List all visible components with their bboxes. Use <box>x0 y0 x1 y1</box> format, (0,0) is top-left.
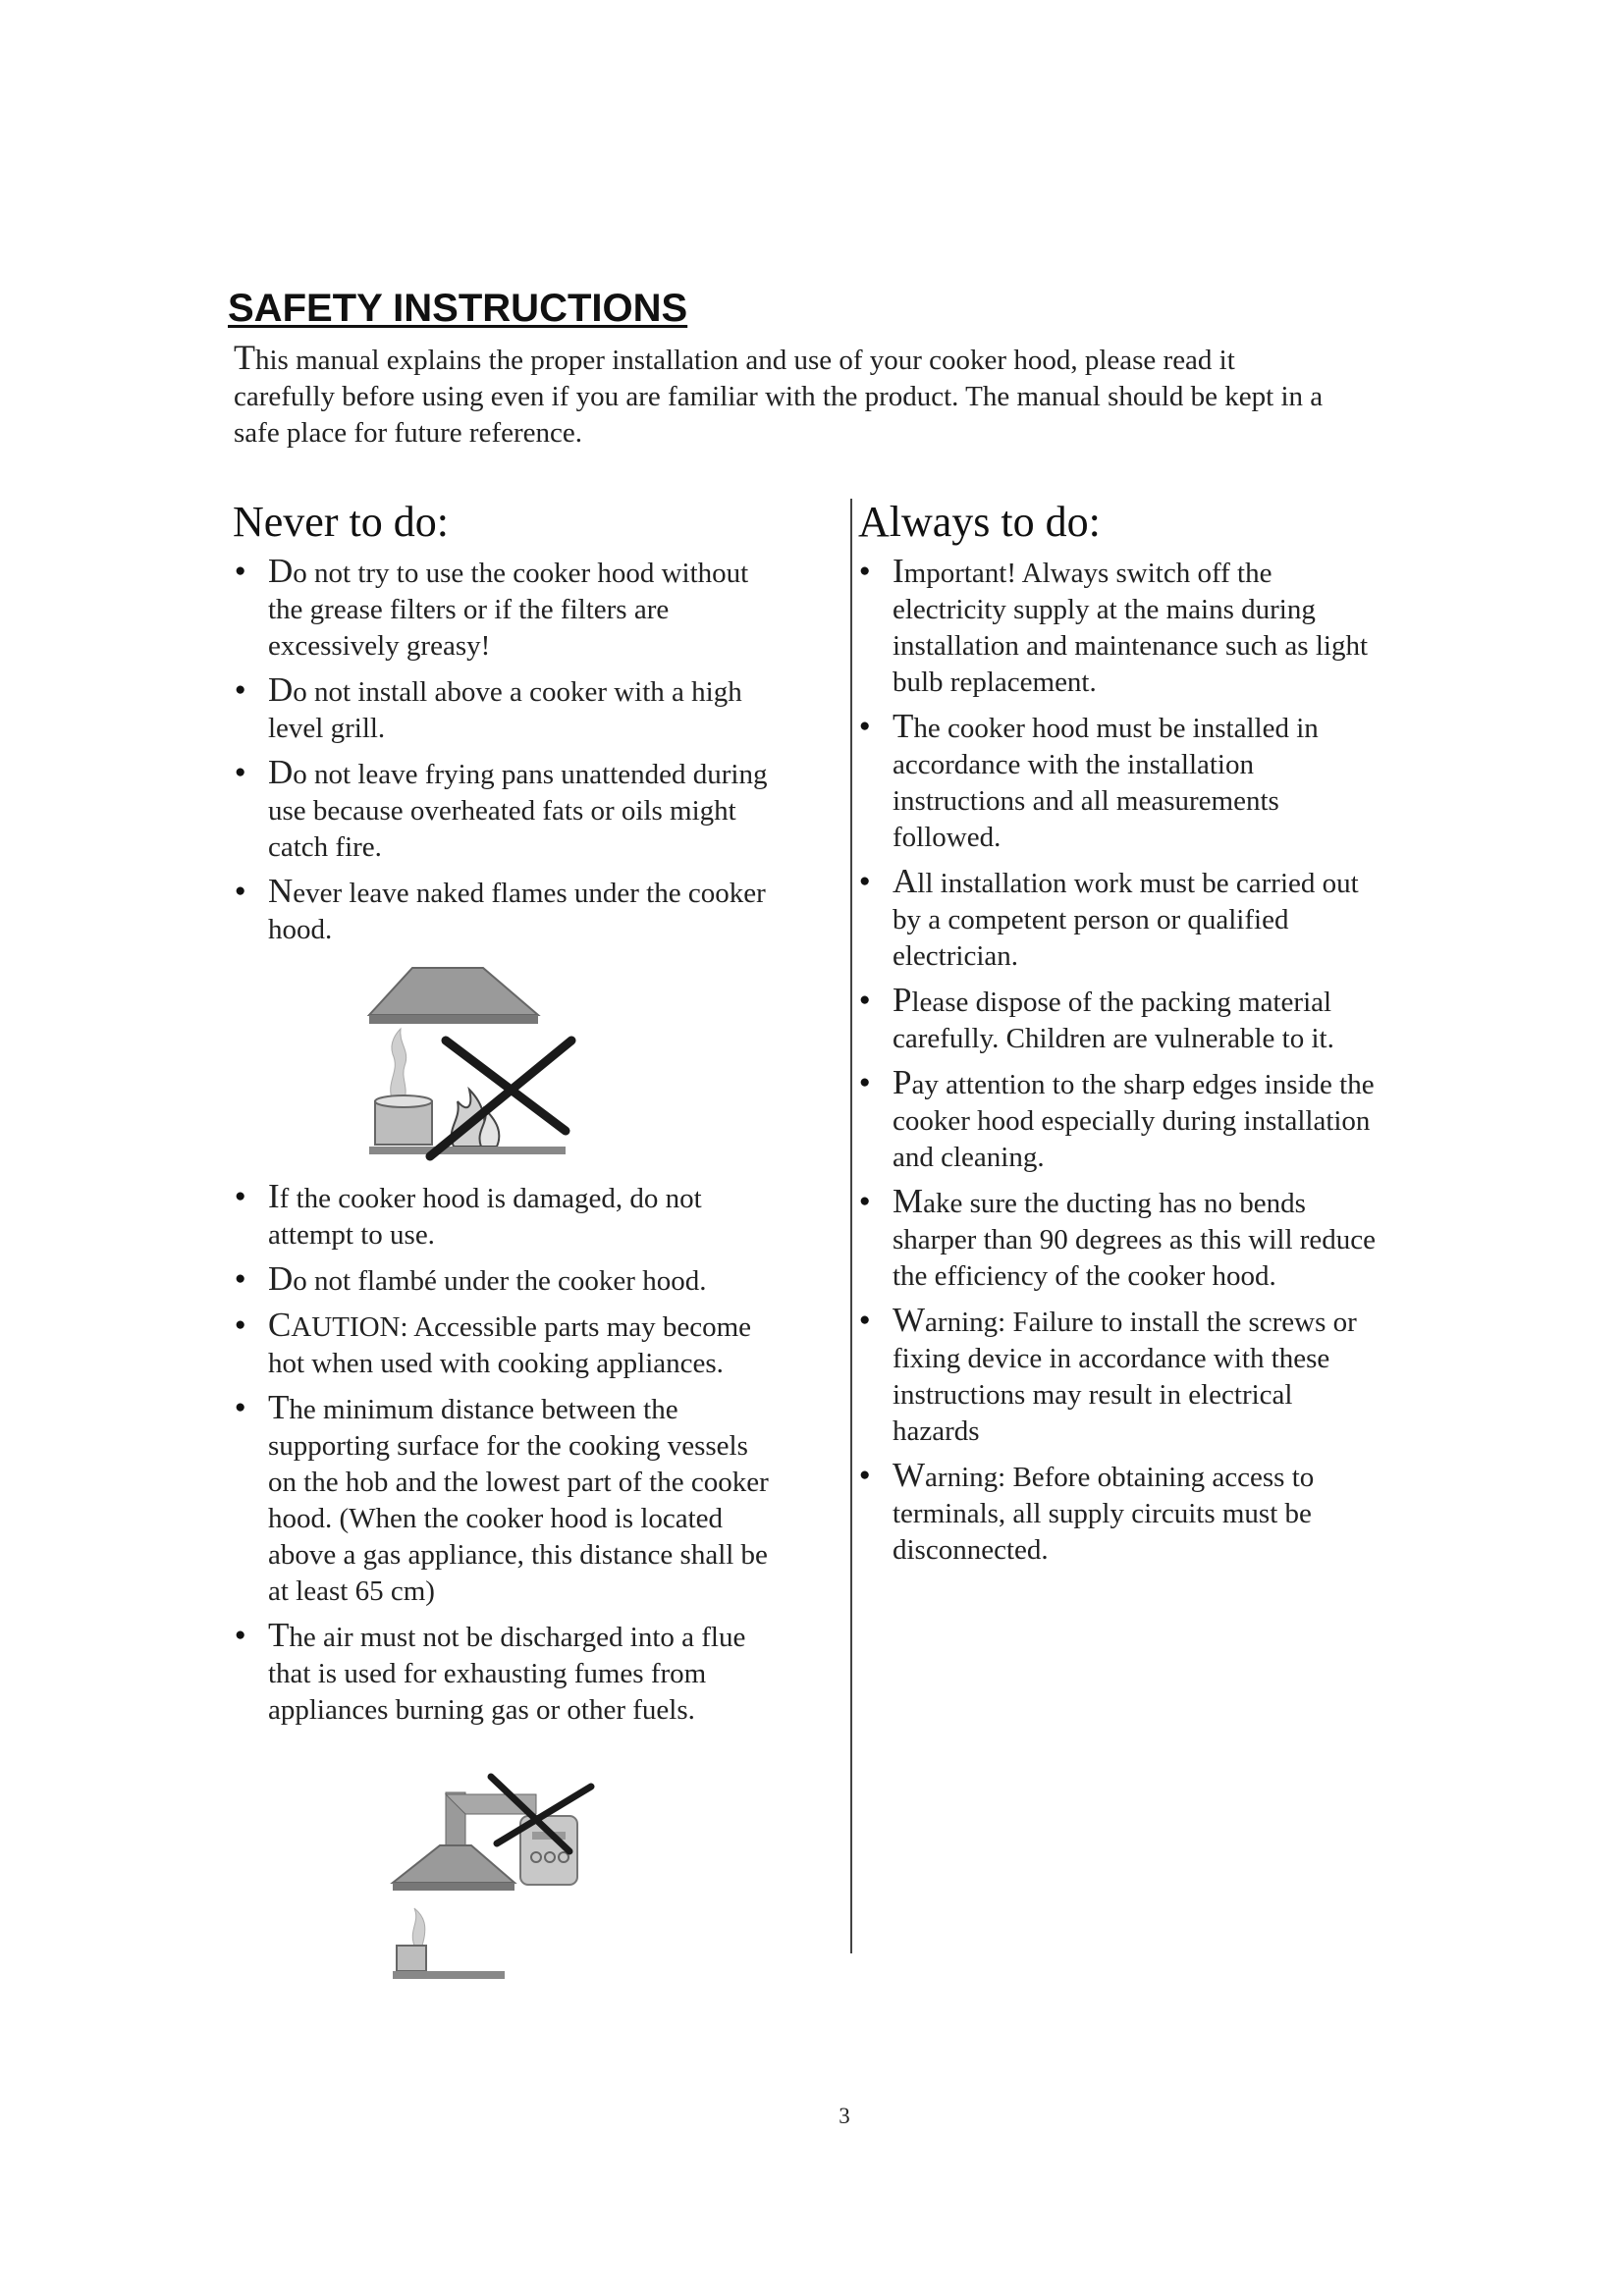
list-item <box>856 1457 1386 1569</box>
list-item-text: Do not leave frying pans unattended during use because overheated fats or oils might catch fire. <box>268 753 768 863</box>
bullet-icon: ● <box>235 1625 246 1645</box>
list-item <box>856 708 1386 856</box>
list-item <box>856 1302 1386 1450</box>
list-item-text: Pay attention to the sharp edges inside the cooker hood especially during installation and cleaning. <box>893 1063 1375 1173</box>
list-item <box>856 863 1386 975</box>
list-item-text: The minimum distance between the supporting surface for the cooking vessels on the hob and the lowest part of the cooker hood. (When the cooker hood is located above a gas appliance, this distance shall be at least 65 cm) <box>268 1388 769 1607</box>
list-item <box>232 1389 782 1610</box>
list-item <box>232 1307 782 1382</box>
bullet-icon: ● <box>859 1072 871 1093</box>
always-heading: Always to do: <box>858 498 1101 546</box>
never-list-top <box>232 553 782 955</box>
no-venting-into-gas-flue-illustration <box>389 1773 605 1983</box>
column-divider <box>850 499 852 1953</box>
list-item-text: Do not try to use the cooker hood without the grease filters or if the filters are excessively greasy! <box>268 552 749 662</box>
list-item <box>232 754 782 866</box>
bullet-icon: ● <box>235 881 246 901</box>
bullet-icon: ● <box>235 1397 246 1417</box>
never-heading: Never to do: <box>233 498 449 546</box>
list-item <box>856 1064 1386 1176</box>
list-item-text: Warning: Before obtaining access to terminals, all supply circuits must be disconnected. <box>893 1456 1315 1566</box>
intro-paragraph: This manual explains the proper installation and use of your cooker hood, please read it carefully before using even if you are familiar with the product. The manual should be kept in a safe place for future reference. <box>234 338 1324 449</box>
bullet-icon: ● <box>235 679 246 700</box>
page-title: SAFETY INSTRUCTIONS <box>228 287 688 330</box>
list-item-text: Never leave naked flames under the cooker hood. <box>268 872 766 945</box>
bullet-icon: ● <box>859 1465 871 1485</box>
list-item-text: Make sure the ducting has no bends sharper than 90 degrees as this will reduce the efficiency of the cooker hood. <box>893 1182 1377 1292</box>
list-item-text: The cooker hood must be installed in accordance with the installation instructions and all measurements followed. <box>893 707 1319 853</box>
bullet-icon: ● <box>235 561 246 581</box>
list-item <box>232 1260 782 1300</box>
list-item <box>232 1178 782 1254</box>
list-item-text: Please dispose of the packing material carefully. Children are vulnerable to it. <box>893 981 1334 1054</box>
bullet-icon: ● <box>235 762 246 782</box>
no-naked-flame-under-hood-illustration <box>365 964 581 1170</box>
page-number: 3 <box>839 2104 850 2128</box>
list-item <box>856 553 1386 701</box>
bullet-icon: ● <box>859 989 871 1010</box>
list-item-text: Do not install above a cooker with a high level grill. <box>268 670 742 744</box>
list-item-text: Important! Always switch off the electricity supply at the mains during installation and maintenance such as light bulb replacement. <box>893 552 1369 698</box>
list-item-text: Warning: Failure to install the screws or fixing device in accordance with these instructions may result in electrical hazards <box>893 1301 1357 1447</box>
bullet-icon: ● <box>235 1186 246 1206</box>
list-item <box>232 1617 782 1729</box>
list-item-text: If the cooker hood is damaged, do not attempt to use. <box>268 1177 702 1251</box>
bullet-icon: ● <box>859 1309 871 1330</box>
list-item <box>232 873 782 948</box>
list-item <box>232 553 782 665</box>
list-item-text: All installation work must be carried out by a competent person or qualified electrician. <box>893 862 1359 972</box>
list-item-text: CAUTION: Accessible parts may become hot when used with cooking appliances. <box>268 1306 752 1379</box>
bullet-icon: ● <box>859 871 871 891</box>
never-list-bottom <box>232 1178 782 1735</box>
bullet-icon: ● <box>859 716 871 736</box>
bullet-icon: ● <box>859 1191 871 1211</box>
list-item <box>232 671 782 747</box>
always-list <box>856 553 1386 1575</box>
bullet-icon: ● <box>235 1268 246 1289</box>
list-item <box>856 982 1386 1057</box>
bullet-icon: ● <box>235 1314 246 1335</box>
bullet-icon: ● <box>859 561 871 581</box>
list-item <box>856 1183 1386 1295</box>
list-item-text: Do not flambé under the cooker hood. <box>268 1259 707 1298</box>
list-item-text: The air must not be discharged into a flue that is used for exhausting fumes from appliances burning gas or other fuels. <box>268 1616 746 1726</box>
